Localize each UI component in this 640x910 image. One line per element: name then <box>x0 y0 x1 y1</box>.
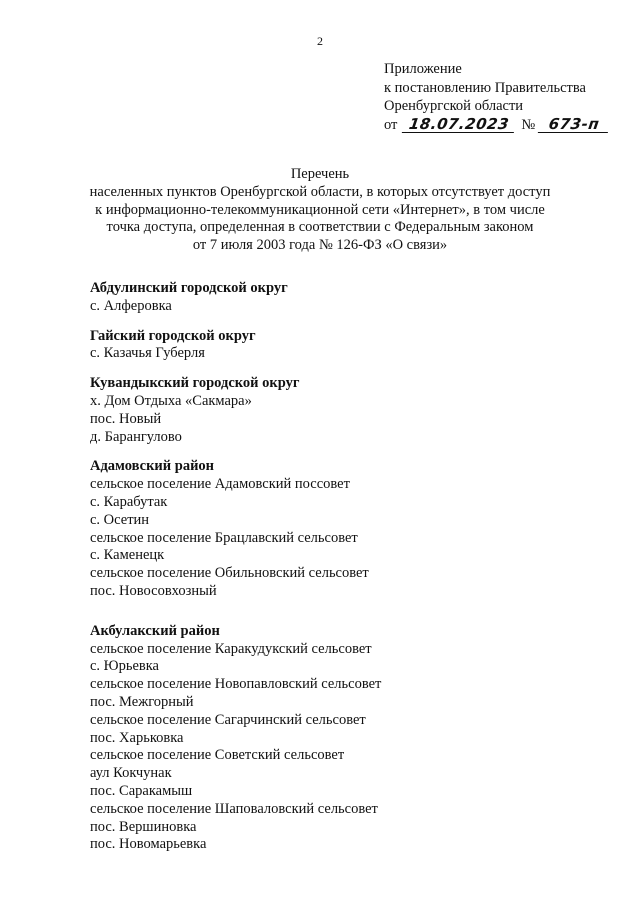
document-title <box>0 166 640 255</box>
appendix-region: Оренбургской области <box>384 98 524 114</box>
district-title: Гайский городской округ <box>90 327 256 344</box>
district-title: Акбулакский район <box>90 622 220 639</box>
settlement-entry: пос. Саракамыш <box>90 782 193 799</box>
number-sign: № <box>521 116 536 133</box>
settlement-entry: пос. Межгорный <box>90 693 194 710</box>
district-title: Кувандыкский городской округ <box>90 375 300 392</box>
settlement-entry: сельское поселение Каракудукский сельсовет <box>90 640 372 657</box>
settlement-entry: сельское поселение Сагарчинский сельсовет <box>90 711 366 728</box>
handwritten-decree-number: 673-п <box>538 116 610 133</box>
handwritten-date: 18.07.2023 <box>402 116 516 133</box>
title-line: от 7 июля 2003 года № 126-ФЗ «О связи» <box>192 237 448 254</box>
settlement-entry: сельское поселение Брацлавский сельсовет <box>90 529 358 546</box>
settlement-entry: сельское поселение Советский сельсовет <box>90 747 345 764</box>
settlement-entry: с. Казачья Губерля <box>90 345 205 362</box>
title-line: Перечень <box>290 166 350 182</box>
settlement-entry: с. Карабутак <box>90 493 168 510</box>
settlement-entry: сельское поселение Обильновский сельсовет <box>90 565 369 582</box>
district-title: Адамовский район <box>90 458 215 475</box>
settlement-entry: х. Дом Отдыха «Сакмара» <box>90 392 252 409</box>
appendix-label: Приложение <box>384 61 462 77</box>
appendix-decree-ref: к постановлению Правительства <box>384 79 586 96</box>
settlement-entry: сельское поселение Шаповаловский сельсовет <box>90 800 378 817</box>
title-line: населенных пунктов Оренбургской области, в которых отсутствует доступ <box>89 183 551 200</box>
settlement-entry: пос. Вершиновка <box>90 818 197 835</box>
title-line: к информационно-телекоммуникационной сети «Интернет», в том числе <box>95 201 545 218</box>
settlement-entry: пос. Харьковка <box>90 729 184 746</box>
settlement-entry: аул Кокчунак <box>90 765 172 782</box>
title-line: точка доступа, определенная в соответствии с Федеральным законом <box>106 219 534 236</box>
appendix-date-line <box>384 116 634 135</box>
settlement-entry: д. Барангулово <box>90 428 182 445</box>
settlement-entry: с. Осетин <box>90 511 150 528</box>
settlement-entry: пос. Новомарьевка <box>90 836 207 853</box>
from-label: от <box>384 116 398 133</box>
settlement-entry: с. Юрьевка <box>90 658 159 675</box>
district-group <box>90 280 610 316</box>
settlement-entry: с. Алферовка <box>90 297 172 314</box>
district-title: Абдулинский городской округ <box>90 280 288 296</box>
settlement-list <box>90 280 610 866</box>
appendix-header <box>384 60 634 134</box>
district-group <box>90 375 610 446</box>
settlement-entry: сельское поселение Новопавловский сельсовет <box>90 676 382 693</box>
settlement-entry: пос. Новый <box>90 410 162 427</box>
district-group <box>90 328 610 364</box>
settlement-entry: пос. Новосовхозный <box>90 582 217 599</box>
settlement-entry: с. Каменецк <box>90 547 165 564</box>
district-group <box>90 623 610 854</box>
settlement-entry: сельское поселение Адамовский поссовет <box>90 476 350 493</box>
page-number: 2 <box>317 34 323 48</box>
district-group <box>90 458 610 600</box>
